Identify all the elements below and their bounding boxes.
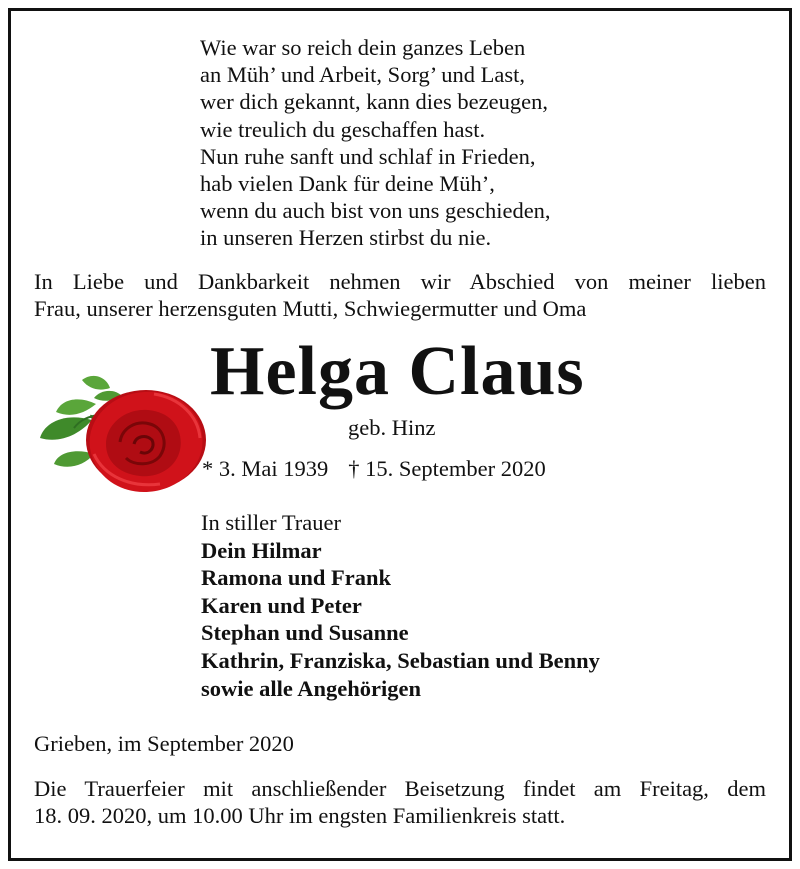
intro-text	[34, 268, 766, 322]
mourners	[201, 509, 600, 702]
poem-line: Nun ruhe sanft und schlaf in Frieden,	[200, 143, 536, 169]
place-date: Grieben, im September 2020	[34, 731, 294, 756]
birth-name: geb. Hinz	[348, 415, 436, 440]
funeral-info	[34, 775, 766, 829]
poem-line: hab vielen Dank für deine Müh’,	[200, 171, 495, 197]
mourner-name: Kathrin, Franziska, Sebastian und Benny	[201, 647, 600, 673]
poem-line: Wie war so reich dein ganzes Leben	[200, 35, 526, 60]
mourner-name: Stephan und Susanne	[201, 620, 409, 646]
poem	[200, 34, 551, 252]
mourner-name: Ramona und Frank	[201, 565, 392, 591]
intro-line: Frau, unserer herzensguten Mutti, Schwiegermutter und Oma	[34, 296, 587, 321]
birth-date: * 3. Mai 1939	[202, 456, 329, 481]
mourner-name: sowie alle Angehörigen	[201, 675, 421, 701]
funeral-line: 18. 09. 2020, um 10.00 Uhr im engsten Familienkreis statt.	[34, 803, 566, 828]
poem-line: wie treulich du geschaffen hast.	[200, 116, 486, 142]
deceased-name: Helga Claus	[210, 333, 585, 410]
funeral-line: Die Trauerfeier mit anschließender Beisetzung findet am Freitag, dem	[34, 776, 766, 801]
poem-line: in unseren Herzen stirbst du nie.	[200, 225, 492, 251]
life-dates	[202, 455, 546, 483]
mourner-name: Dein Hilmar	[201, 537, 322, 563]
death-date: † 15. September 2020	[348, 456, 546, 481]
mourner-name: Karen und Peter	[201, 592, 362, 618]
poem-line: wer dich gekannt, kann dies bezeugen,	[200, 89, 548, 115]
poem-line: wenn du auch bist von uns geschieden,	[200, 198, 551, 224]
poem-line: an Müh’ und Arbeit, Sorg’ und Last,	[200, 62, 525, 88]
red-rose-icon	[34, 368, 209, 501]
mourners-heading: In stiller Trauer	[201, 510, 341, 535]
intro-line: In Liebe und Dankbarkeit nehmen wir Abschied von meiner lieben	[34, 269, 766, 294]
